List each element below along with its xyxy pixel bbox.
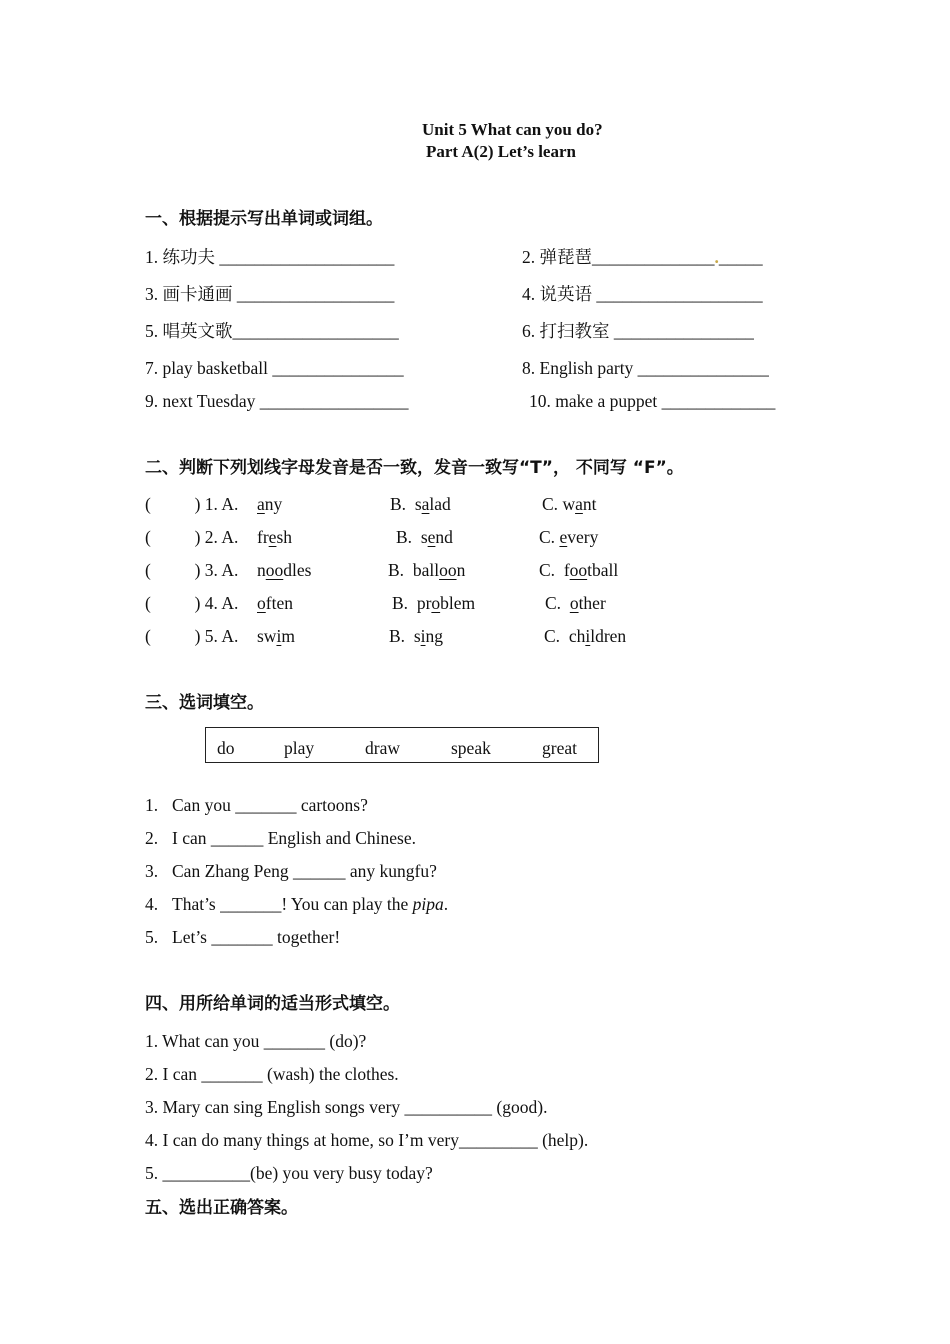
s2-row-3-a: noodles — [257, 560, 312, 580]
word-bank-word-2: play — [284, 738, 315, 758]
s3-item-4-num: 4. — [145, 894, 159, 914]
page-title-line2: Part A(2) Let’s learn — [426, 142, 576, 161]
s3-item-4-text: That’s _______! You can play the pipa. — [172, 894, 449, 914]
s4-item-3: 3. Mary can sing English songs very __________ (good). — [145, 1097, 548, 1117]
s2-row-4-a: often — [257, 593, 293, 613]
s3-item-2-text: I can ______ English and Chinese. — [172, 828, 416, 848]
s1-item-8: 8. English party _______________ — [522, 358, 769, 378]
word-bank-box — [205, 727, 599, 763]
section3-heading: 三、选词填空。 — [145, 693, 264, 713]
page-title-line1: Unit 5 What can you do? — [422, 120, 603, 139]
s1-item-7: 7. play basketball _______________ — [145, 358, 404, 378]
s2-row-5-num: ( ) 5. A. — [145, 626, 239, 646]
pipa-word: pipa — [412, 894, 444, 914]
s3-item-5-text: Let’s _______ together! — [172, 927, 341, 947]
s1-item-10: 10. make a puppet _____________ — [529, 391, 776, 411]
s2-row-1-b: B. salad — [390, 494, 451, 514]
s1-item-1: 1. 练功夫 ____________________ — [145, 247, 395, 267]
s2-row-5-b: B. sing — [389, 626, 443, 646]
s2-row-2-a: fresh — [257, 527, 292, 547]
s3-item-1-num: 1. — [145, 795, 159, 815]
section2-heading: 二、判断下列划线字母发音是否一致，发音一致写“T”， 不同写 “F”。 — [145, 458, 684, 478]
section1-heading: 一、根据提示写出单词或词组。 — [145, 209, 383, 229]
s2-row-4-c: C. other — [545, 593, 606, 613]
s4-item-1: 1. What can you _______ (do)? — [145, 1031, 367, 1051]
s3-item-5-num: 5. — [145, 927, 159, 947]
s2-row-1-a: any — [257, 494, 283, 514]
s3-item-3-num: 3. — [145, 861, 159, 881]
s2-row-5-c: C. children — [544, 626, 627, 646]
s2-row-2-num: ( ) 2. A. — [145, 527, 239, 547]
s3-item-1-text: Can you _______ cartoons? — [172, 795, 368, 815]
section5-heading: 五、选出正确答案。 — [145, 1198, 298, 1218]
s2-row-3-c: C. football — [539, 560, 619, 580]
s1-item-2-text: 2. 弹琵琶______________ — [522, 247, 715, 267]
s2-row-3-num: ( ) 3. A. — [145, 560, 239, 580]
s3-item-3-text: Can Zhang Peng ______ any kungfu? — [172, 861, 437, 881]
s2-row-5-a: swim — [257, 626, 295, 646]
word-bank-word-4: speak — [451, 738, 491, 758]
s3-item-2-num: 2. — [145, 828, 159, 848]
s2-row-1-c: C. want — [542, 494, 597, 514]
s1-item-5: 5. 唱英文歌___________________ — [145, 321, 399, 341]
word-bank-word-3: draw — [365, 738, 400, 758]
s1-item-2-tail: _____ — [718, 247, 763, 267]
s1-item-3: 3. 画卡通画 __________________ — [145, 284, 395, 304]
word-bank-word-1: do — [217, 738, 235, 758]
s1-item-9: 9. next Tuesday _________________ — [145, 391, 409, 411]
s1-item-4: 4. 说英语 ___________________ — [522, 284, 763, 304]
s1-item-2-dot: . — [714, 247, 719, 267]
s2-row-3-b: B. balloon — [388, 560, 466, 580]
s2-row-4-num: ( ) 4. A. — [145, 593, 239, 613]
s1-item-6: 6. 打扫教室 ________________ — [522, 321, 754, 341]
section4-heading: 四、用所给单词的适当形式填空。 — [145, 994, 400, 1014]
s1-item-2 — [522, 246, 763, 268]
s2-row-2-c: C. every — [539, 527, 599, 547]
s2-row-1-num: ( ) 1. A. — [145, 494, 239, 514]
word-bank-word-5: great — [542, 738, 577, 758]
s2-row-2-b: B. send — [396, 527, 453, 547]
s4-item-5: 5. __________(be) you very busy today? — [145, 1163, 433, 1183]
s4-item-4: 4. I can do many things at home, so I’m very_________ (help). — [145, 1130, 589, 1150]
s4-item-2: 2. I can _______ (wash) the clothes. — [145, 1064, 399, 1084]
s2-row-4-b: B. problem — [392, 593, 476, 613]
